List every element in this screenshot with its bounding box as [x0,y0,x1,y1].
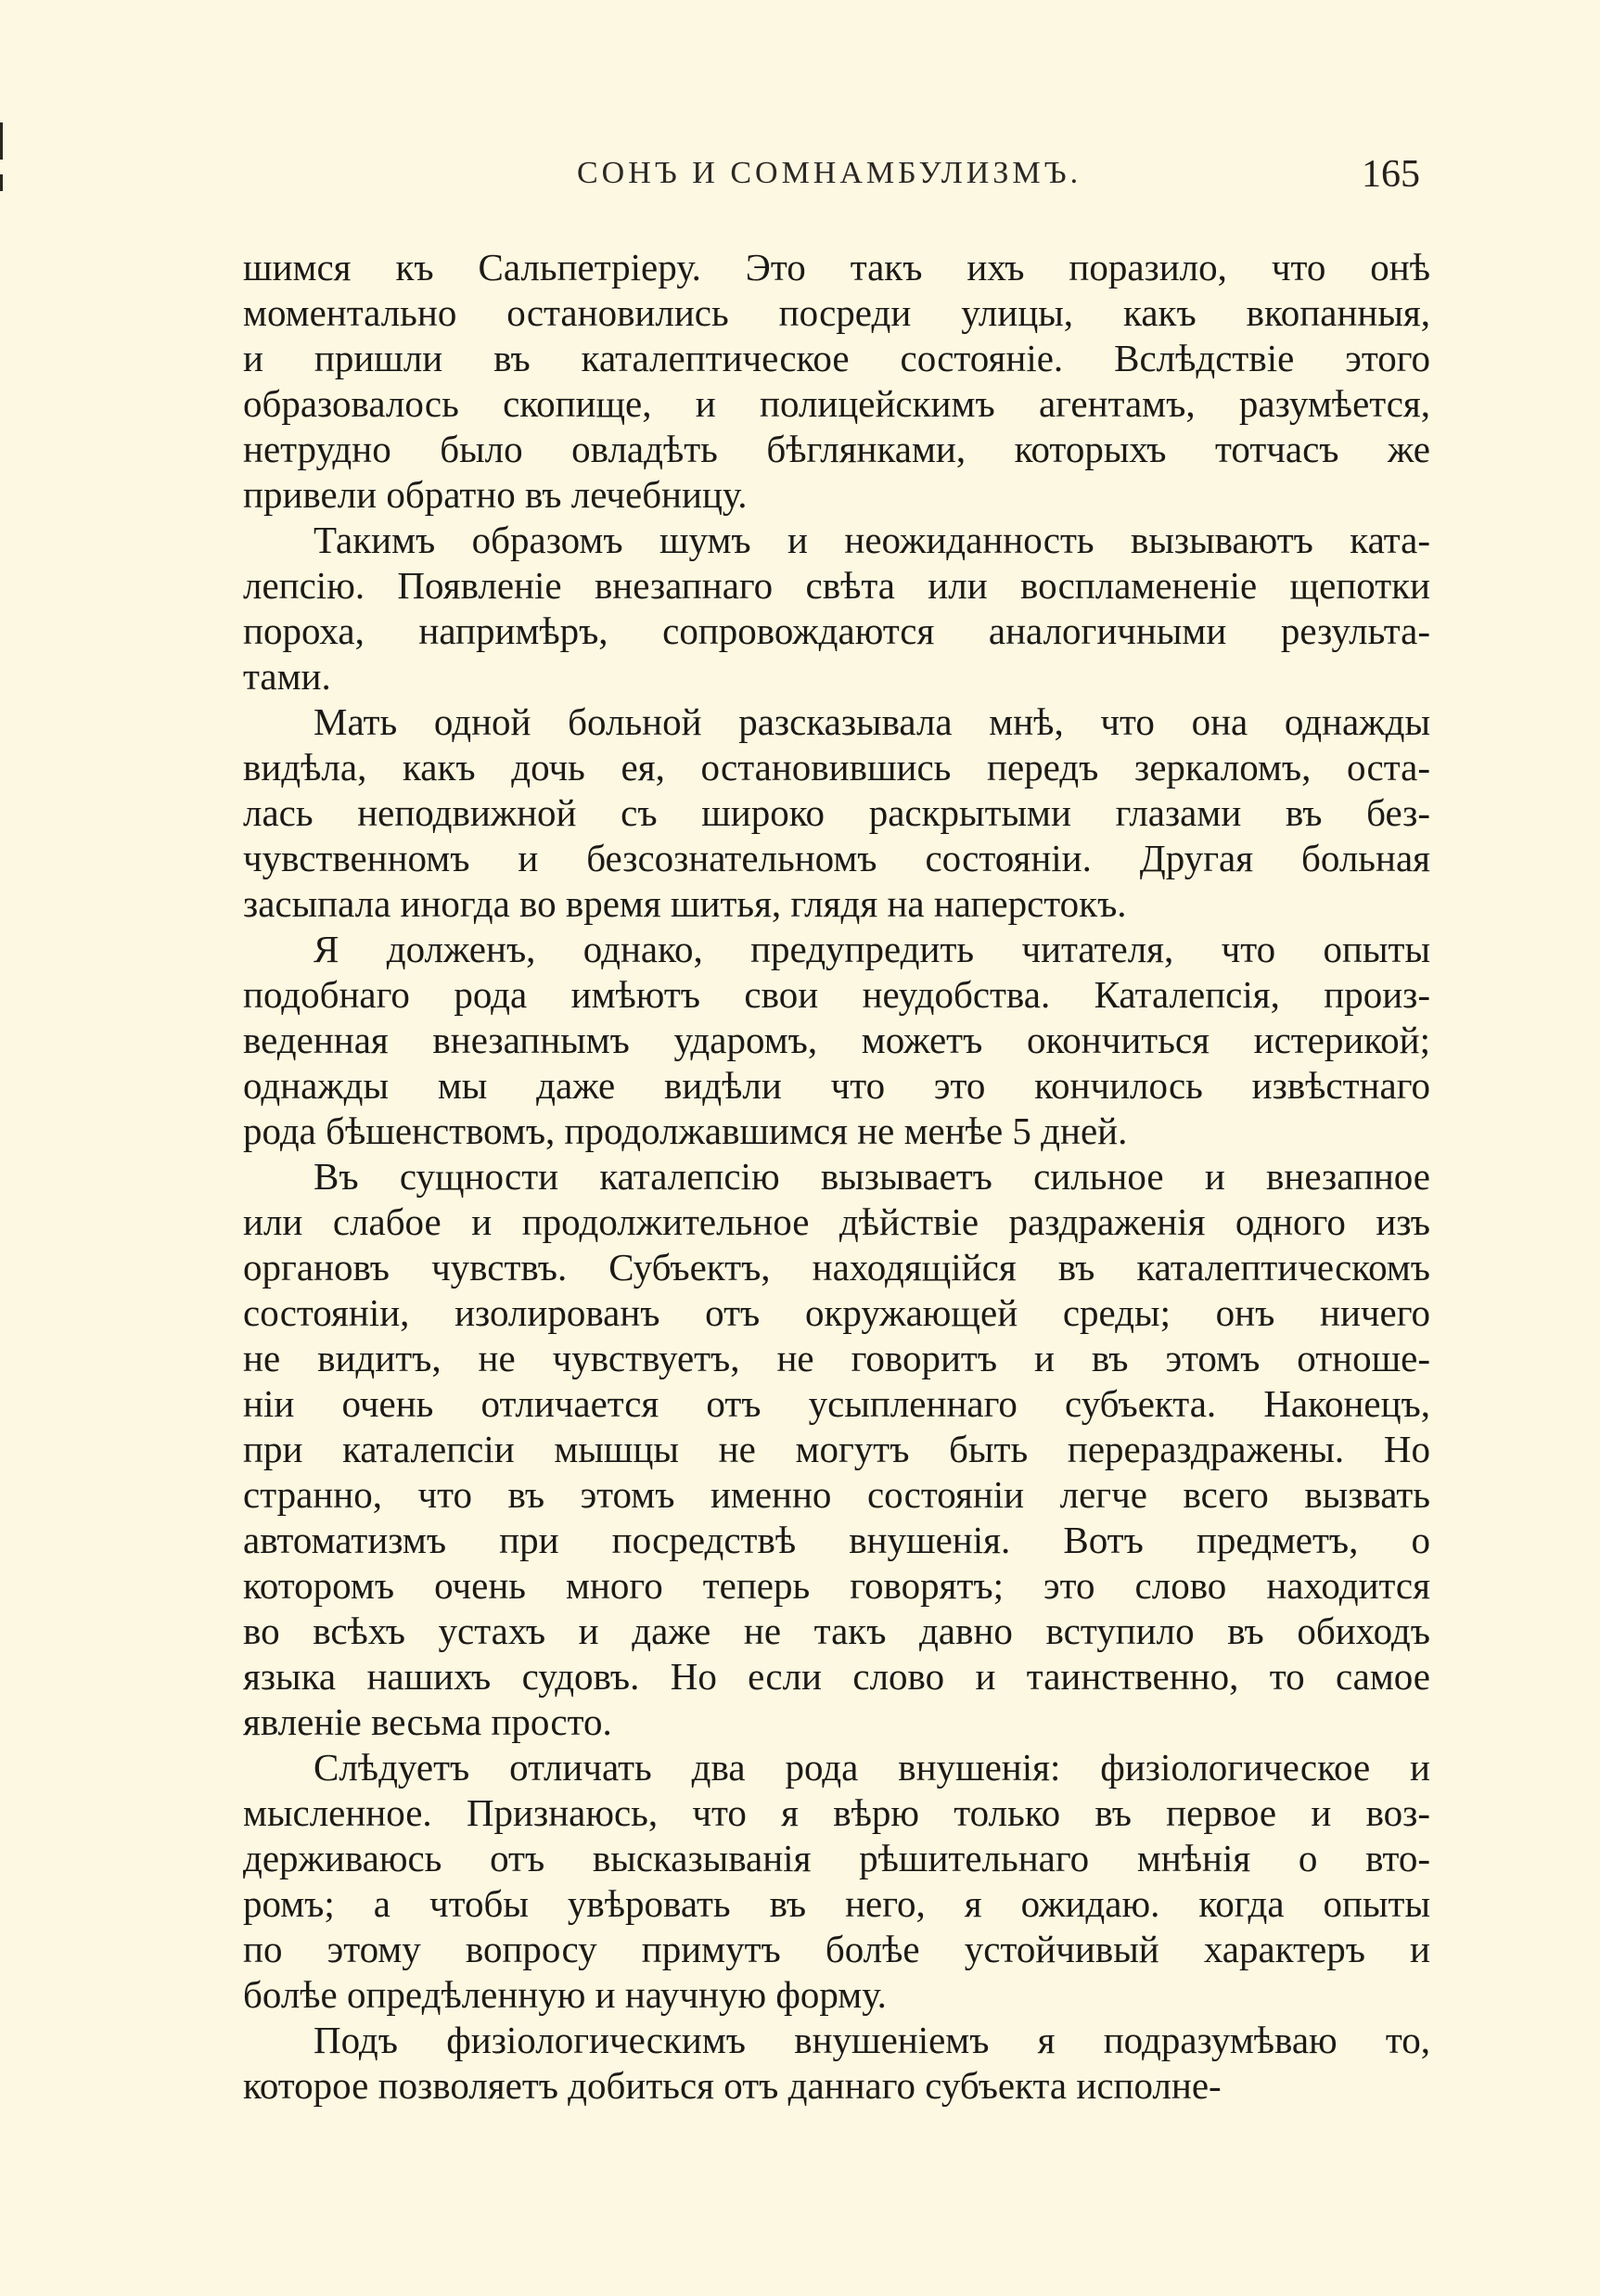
text-line: лась неподвижной съ широко раскрытыми глазами въ без- [243,791,1430,834]
text-line: не видитъ, не чувствуетъ, не говоритъ и въ этомъ отноше- [243,1337,1430,1379]
text-line: ніи очень отличается отъ усыпленнаго субъекта. Наконецъ, [243,1382,1430,1425]
text-line: Слѣдуетъ отличать два рода внушенія: физіологическое и [314,1746,1430,1789]
text-line: тами. [243,655,331,698]
text-line: рода бѣшенствомъ, продолжавшимся не менѣе 5 дней. [243,1110,1128,1152]
text-line: при каталепсіи мышцы не могутъ быть перераздражены. Но [243,1428,1430,1470]
text-line: Подъ физіологическимъ внушеніемъ я подразумѣваю то, [314,2019,1430,2061]
body-text [243,245,1430,2109]
text-line: моментально остановились посреди улицы, какъ вкопанныя, [243,291,1430,334]
text-line: веденная внезапнымъ ударомъ, можетъ окончиться истерикой; [243,1019,1430,1061]
text-line: подобнаго рода имѣютъ свои неудобства. Каталепсія, произ- [243,973,1430,1016]
text-line: состояніи, изолированъ отъ окружающей среды; онъ ничего [243,1291,1430,1334]
text-line: органовъ чувствъ. Субъектъ, находящійся въ каталептическомъ [243,1246,1430,1289]
text-line: Такимъ образомъ шумъ и неожиданность вызываютъ ката- [314,519,1430,561]
text-line: лепсію. Появленіе внезапнаго свѣта или воспламененіе щепотки [243,564,1430,607]
paragraph [243,927,1430,1154]
text-line: странно, что въ этомъ именно состояніи легче всего вызвать [243,1473,1430,1516]
paragraph [243,1154,1430,1745]
text-line: пороха, напримѣръ, сопровождаются аналогичными результа- [243,609,1430,652]
paragraph [243,1745,1430,2018]
text-line: чувственномъ и безсознательномъ состояніи. Другая больная [243,837,1430,879]
paragraph [243,699,1430,927]
text-line: засыпала иногда во время шитья, глядя на наперстокъ. [243,882,1127,925]
text-line: шимся къ Сальпетріеру. Это такъ ихъ поразило, что онѣ [243,246,1430,289]
scan-edge-mark [0,174,3,191]
text-line: по этому вопросу примутъ болѣе устойчивый характеръ и [243,1928,1430,1970]
text-line: языка нашихъ судовъ. Но если слово и таинственно, то самое [243,1655,1430,1698]
paragraph [243,518,1430,699]
text-line: Мать одной больной разсказывала мнѣ, что она однажды [314,700,1430,743]
text-line: и пришли въ каталептическое состояніе. Вслѣдствіе этого [243,337,1430,379]
text-line: держиваюсь отъ высказыванія рѣшительнаго мнѣнія о вто- [243,1837,1430,1879]
page-number: 165 [1362,153,1420,196]
text-line: образовалось скопище, и полицейскимъ агентамъ, разумѣется, [243,382,1430,425]
text-line: болѣе опредѣленную и научную форму. [243,1973,887,2016]
text-line: мысленное. Признаюсь, что я вѣрю только въ первое и воз- [243,1791,1430,1834]
text-line: во всѣхъ устахъ и даже не такъ давно вступило въ обиходъ [243,1610,1430,1652]
text-line: видѣла, какъ дочь ея, остановившись передъ зеркаломъ, оста- [243,746,1430,789]
text-line: Я долженъ, однако, предупредить читателя, что опыты [314,928,1430,970]
text-line: Въ сущности каталепсію вызываетъ сильное и внезапное [314,1155,1430,1198]
text-line: автоматизмъ при посредствѣ внушенія. Вотъ предметъ, о [243,1519,1430,1561]
text-line: или слабое и продолжительное дѣйствіе раздраженія одного изъ [243,1200,1430,1243]
scan-edge-mark [0,122,3,160]
text-line: ромъ; а чтобы увѣровать въ него, я ожидаю. когда опыты [243,1882,1430,1925]
paragraph [243,245,1430,518]
paragraph [243,2018,1430,2109]
text-line: нетрудно было овладѣть бѣглянками, которыхъ тотчасъ же [243,428,1430,470]
text-line: которое позволяетъ добиться отъ даннаго субъекта исполне- [243,2064,1222,2107]
text-line: которомъ очень много теперь говорятъ; это слово находится [243,1564,1430,1607]
text-line: привели обратно въ лечебницу. [243,473,748,516]
text-line: однажды мы даже видѣли что это кончилось извѣстнаго [243,1064,1430,1107]
running-header: СОНЪ И СОМНАМБУЛИЗМЪ. [577,156,1082,190]
text-line: явленіе весьма просто. [243,1700,612,1743]
